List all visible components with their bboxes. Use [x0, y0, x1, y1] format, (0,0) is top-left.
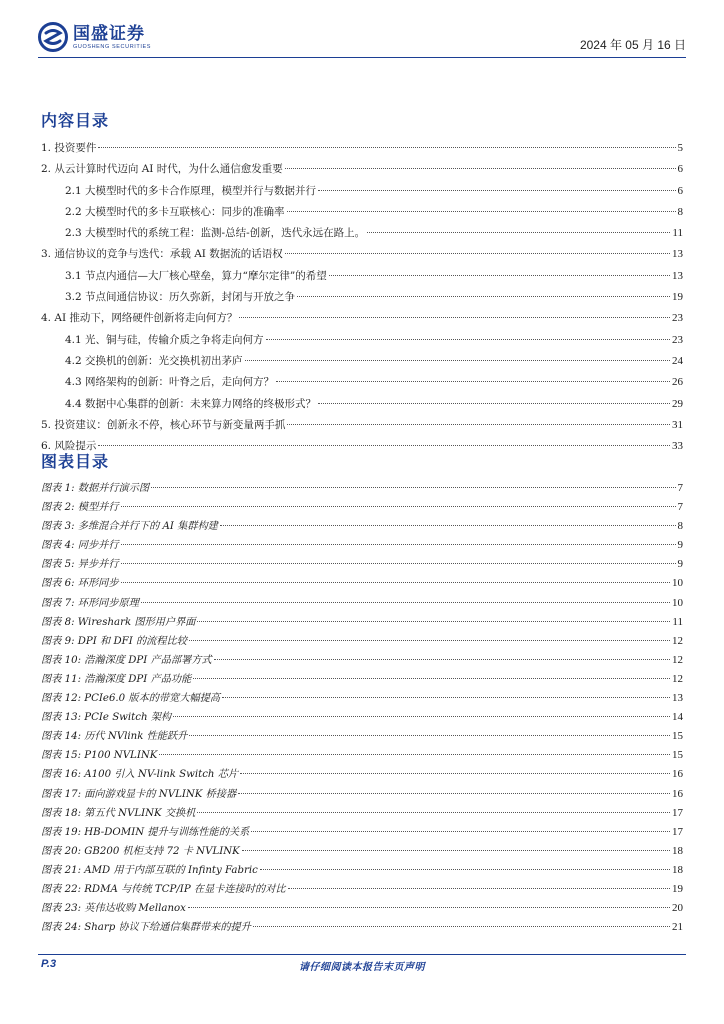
brand-logo: [38, 22, 151, 52]
header-divider: [38, 57, 686, 58]
contents-title: 内容目录: [41, 111, 110, 130]
dot-leader: [367, 232, 670, 233]
toc-entry[interactable]: [41, 436, 683, 457]
entry-page-number: 23: [672, 333, 683, 346]
entry-page-number: 13: [672, 248, 683, 261]
footer-divider: [38, 954, 686, 955]
entry-page-number: 9: [677, 539, 683, 552]
dot-leader: [188, 907, 670, 908]
toc-entry[interactable]: [41, 308, 683, 329]
toc-entry[interactable]: [41, 287, 683, 308]
figure-entry[interactable]: [41, 689, 683, 708]
page-header: [38, 20, 686, 56]
dot-leader: [151, 487, 675, 488]
figure-entry[interactable]: [41, 536, 683, 555]
entry-title: 图表 18: 第五代 NVLINK 交换机: [41, 807, 196, 819]
dot-leader: [214, 659, 670, 660]
dot-leader: [266, 339, 670, 340]
entry-title: 4.1 光、铜与硅，传输介质之争将走向何方: [65, 333, 264, 346]
entry-title: 图表 7: 环形同步原理: [41, 597, 139, 609]
entry-title: 图表 10: 浩瀚深度 DPI 产品部署方式: [41, 654, 212, 666]
contents-list: [41, 138, 683, 457]
dot-leader: [245, 360, 670, 361]
entry-page-number: 12: [672, 653, 683, 666]
dot-leader: [287, 424, 670, 425]
entry-page-number: 10: [672, 596, 683, 609]
entry-page-number: 18: [672, 863, 683, 876]
dot-leader: [238, 793, 670, 794]
figure-entry[interactable]: [41, 918, 683, 937]
toc-entry[interactable]: [41, 351, 683, 372]
toc-entry[interactable]: [41, 415, 683, 436]
dot-leader: [318, 403, 670, 404]
toc-entry[interactable]: [41, 394, 683, 415]
dot-leader: [197, 621, 670, 622]
entry-title: 3.1 节点内通信—大厂核心壁垒，算力“摩尔定律”的希望: [65, 269, 327, 282]
dot-leader: [193, 678, 670, 679]
entry-page-number: 12: [672, 634, 683, 647]
entry-title: 2.3 大模型时代的系统工程：监测-总结-创新，迭代永远在路上。: [65, 227, 366, 240]
figure-entry[interactable]: [41, 746, 683, 765]
figure-entry[interactable]: [41, 765, 683, 784]
dot-leader: [141, 602, 670, 603]
toc-entry[interactable]: [41, 266, 683, 287]
entry-title: 图表 14: 历代 NVlink 性能跃升: [41, 731, 188, 743]
dot-leader: [242, 850, 670, 851]
entry-page-number: 11: [672, 227, 683, 240]
entry-page-number: 17: [672, 806, 683, 819]
toc-entry[interactable]: [41, 159, 683, 180]
dot-leader: [253, 926, 670, 927]
figure-entry[interactable]: [41, 594, 683, 613]
entry-title: 1. 投资要件: [41, 142, 97, 154]
dot-leader: [189, 640, 670, 641]
entry-page-number: 13: [672, 269, 683, 282]
entry-page-number: 16: [672, 768, 683, 781]
entry-page-number: 21: [672, 921, 683, 934]
dot-leader: [189, 735, 670, 736]
entry-page-number: 23: [672, 312, 683, 325]
figure-entry[interactable]: [41, 823, 683, 842]
dot-leader: [260, 869, 670, 870]
figure-entry[interactable]: [41, 861, 683, 880]
figure-entry[interactable]: [41, 632, 683, 651]
figure-entry[interactable]: [41, 727, 683, 746]
entry-page-number: 15: [672, 730, 683, 743]
entry-page-number: 18: [672, 844, 683, 857]
figure-entry[interactable]: [41, 517, 683, 536]
entry-page-number: 33: [672, 440, 683, 453]
toc-entry[interactable]: [41, 244, 683, 265]
entry-page-number: 8: [677, 520, 683, 533]
report-date: 2024 年 05 月 16 日: [579, 38, 686, 52]
entry-title: 图表 8: Wireshark 图形用户界面: [41, 616, 196, 628]
entry-page-number: 20: [672, 902, 683, 915]
figure-entry[interactable]: [41, 555, 683, 574]
dot-leader: [222, 697, 670, 698]
entry-page-number: 9: [677, 558, 683, 571]
entry-title: 4.4 数据中心集群的创新：未来算力网络的终极形式？: [65, 397, 317, 410]
dot-leader: [121, 544, 676, 545]
dot-leader: [98, 147, 675, 148]
figure-entry[interactable]: [41, 651, 683, 670]
dot-leader: [173, 716, 670, 717]
dot-leader: [121, 506, 676, 507]
entry-title: 4.2 交换机的创新：光交换机初出茅庐: [65, 354, 243, 367]
entry-page-number: 24: [672, 354, 683, 367]
figure-entry[interactable]: [41, 498, 683, 517]
toc-entry[interactable]: [41, 223, 683, 244]
toc-entry[interactable]: [41, 138, 683, 159]
figure-entry[interactable]: [41, 708, 683, 727]
entry-title: 图表 13: PCIe Switch 架构: [41, 712, 172, 724]
entry-title: 5. 投资建议：创新永不停，核心环节与新变量两手抓: [41, 418, 286, 431]
entry-title: 2.2 大模型时代的多卡互联核心：同步的准确率: [65, 205, 285, 218]
dot-leader: [287, 211, 676, 212]
page-number: P.3: [41, 958, 57, 970]
entry-title: 图表 5: 异步并行: [41, 559, 119, 571]
dot-leader: [285, 168, 676, 169]
entry-title: 图表 21: AMD 用于内部互联的 Infinty Fabric: [41, 864, 258, 876]
entry-title: 图表 16: A100 引入 NV-link Switch 芯片: [41, 769, 239, 781]
entry-title: 图表 23: 英伟达收购 Mellanox: [41, 903, 186, 915]
entry-title: 图表 3: 多维混合并行下的 AI 集群构建: [41, 521, 218, 533]
entry-page-number: 6: [677, 163, 683, 176]
dot-leader: [239, 317, 670, 318]
entry-title: 图表 1: 数据并行演示图: [41, 483, 150, 494]
dot-leader: [98, 445, 670, 446]
dot-leader: [285, 253, 670, 254]
entry-title: 2.1 大模型时代的多卡合作原理，模型并行与数据并行: [65, 184, 317, 197]
figure-entry[interactable]: [41, 574, 683, 593]
entry-page-number: 31: [672, 418, 683, 431]
entry-title: 图表 17: 面向游戏显卡的 NVLINK 桥接器: [41, 788, 237, 800]
entry-page-number: 12: [672, 672, 683, 685]
entry-page-number: 16: [672, 787, 683, 800]
brand-name-cn: 国盛证券: [73, 23, 145, 44]
entry-page-number: 11: [672, 615, 683, 628]
entry-page-number: 7: [677, 501, 683, 514]
disclaimer-note: 请仔细阅读本报告末页声明: [299, 962, 425, 973]
figure-entry[interactable]: [41, 613, 683, 632]
dot-leader: [121, 582, 670, 583]
entry-page-number: 29: [672, 397, 683, 410]
dot-leader: [288, 888, 670, 889]
figure-entry[interactable]: [41, 479, 683, 498]
figure-entry[interactable]: [41, 804, 683, 823]
entry-title: 图表 12: PCIe6.0 版本的带宽大幅提高: [41, 693, 221, 705]
entry-title: 4. AI 推动下，网络硬件创新将走向何方？: [41, 312, 238, 325]
entry-page-number: 7: [677, 482, 683, 494]
entry-page-number: 15: [672, 749, 683, 762]
entry-title: 4.3 网络架构的创新：叶脊之后，走向何方？: [65, 376, 275, 389]
entry-page-number: 8: [677, 205, 683, 218]
entry-title: 3.2 节点间通信协议：历久弥新，封闭与开放之争: [65, 291, 296, 304]
toc-entry[interactable]: [41, 181, 683, 202]
entry-page-number: 5: [677, 142, 683, 154]
entry-title: 图表 4: 同步并行: [41, 540, 119, 552]
figure-entry[interactable]: [41, 899, 683, 918]
figure-entry[interactable]: [41, 785, 683, 804]
entry-title: 图表 2: 模型并行: [41, 502, 119, 514]
toc-entry[interactable]: [41, 202, 683, 223]
dot-leader: [297, 296, 670, 297]
toc-entry[interactable]: [41, 372, 683, 393]
entry-title: 2. 从云计算时代迈向 AI 时代，为什么通信愈发重要: [41, 163, 283, 176]
entry-title: 6. 风险提示: [41, 440, 97, 453]
entry-page-number: 17: [672, 825, 683, 838]
dot-leader: [121, 563, 676, 564]
entry-title: 图表 9: DPI 和 DFI 的流程比较: [41, 635, 187, 647]
dot-leader: [251, 831, 670, 832]
brand-name-en: GUOSHENG SECURITIES: [73, 43, 152, 50]
entry-title: 图表 24: Sharp 协议下给通信集群带来的提升: [41, 922, 251, 934]
figure-entry[interactable]: [41, 842, 683, 861]
entry-title: 图表 6: 环形同步: [41, 578, 119, 590]
entry-page-number: 6: [677, 184, 683, 197]
entry-title: 3. 通信协议的竞争与迭代：承载 AI 数据流的话语权: [41, 248, 283, 261]
entry-title: 图表 11: 浩瀚深度 DPI 产品功能: [41, 673, 192, 685]
toc-entry[interactable]: [41, 330, 683, 351]
entry-page-number: 19: [672, 291, 683, 304]
figures-list: [41, 479, 683, 937]
entry-page-number: 26: [672, 376, 683, 389]
dot-leader: [318, 190, 675, 191]
figure-entry[interactable]: [41, 670, 683, 689]
figures-title: 图表目录: [41, 452, 110, 471]
figure-entry[interactable]: [41, 880, 683, 899]
dot-leader: [197, 812, 670, 813]
entry-page-number: 14: [672, 711, 683, 724]
dot-leader: [240, 773, 670, 774]
entry-title: 图表 19: HB-DOMIN 提升与训练性能的关系: [41, 826, 250, 838]
dot-leader: [329, 275, 670, 276]
dot-leader: [159, 754, 670, 755]
dot-leader: [220, 525, 676, 526]
guosheng-logo-icon: [38, 22, 68, 52]
entry-title: 图表 20: GB200 机柜支持 72 卡 NVLINK: [41, 845, 240, 857]
entry-page-number: 10: [672, 577, 683, 590]
entry-page-number: 13: [672, 692, 683, 705]
entry-title: 图表 15: P100 NVLINK: [41, 750, 158, 762]
entry-title: 图表 22: RDMA 与传统 TCP/IP 在显卡连接时的对比: [41, 883, 286, 895]
entry-page-number: 19: [672, 882, 683, 895]
dot-leader: [276, 381, 670, 382]
